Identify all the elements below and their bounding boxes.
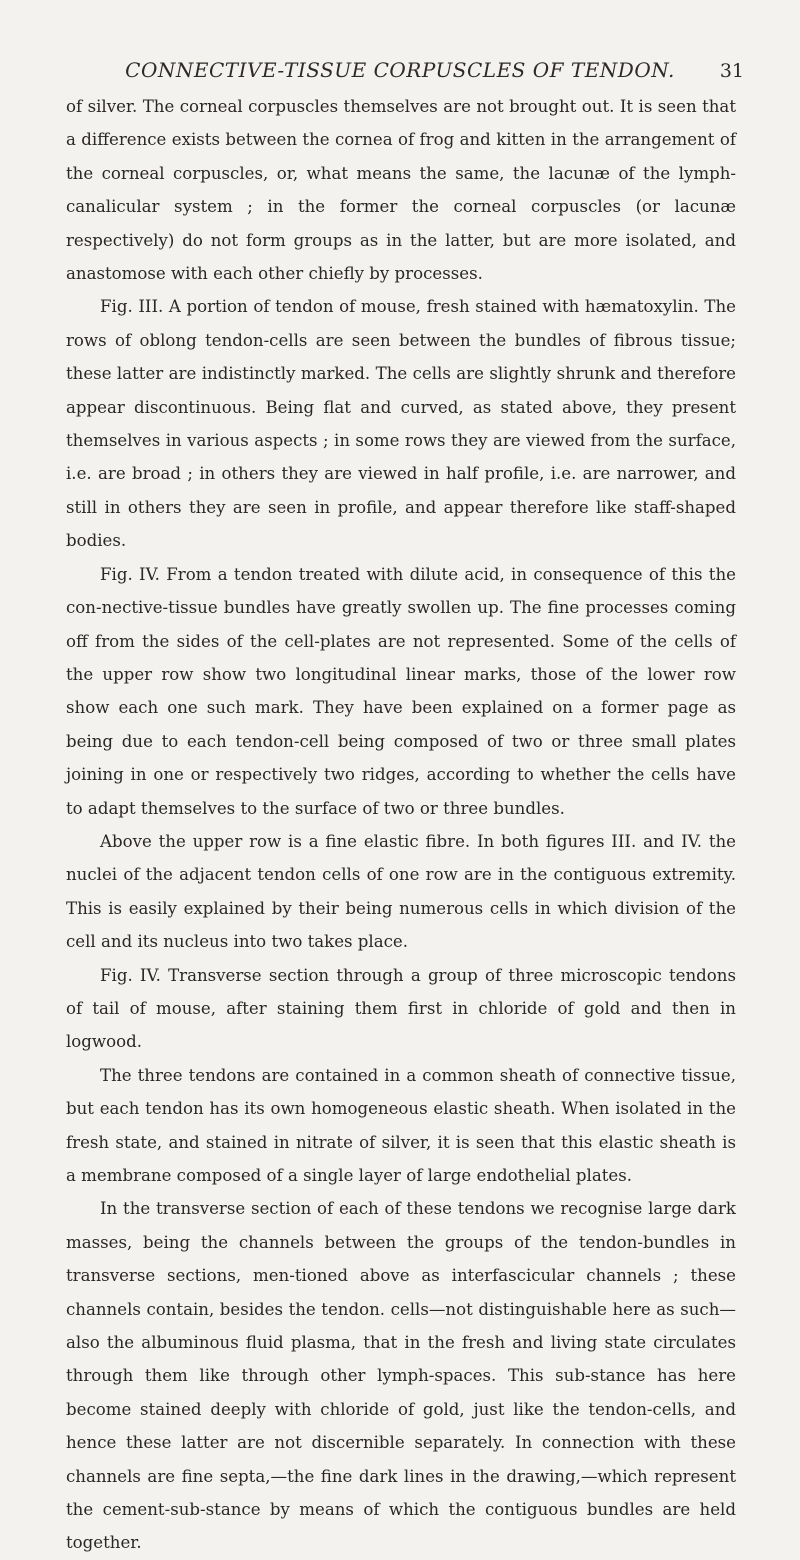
page-number: 31 xyxy=(719,60,744,82)
paragraph: of silver. The corneal corpuscles themselves are not brought out. It is seen that a difference exists between the cornea of frog and kitten in the arrangement of the corneal corpuscles, or, what means the same, the lacunæ of the lymph-canalicular system ; in the former the corneal corpuscles (or lacunæ respectively) do not form groups as in the latter, but are more isolated, and anastomose with each other chiefly by processes. xyxy=(66,97,736,284)
running-title: CONNECTIVE-TISSUE CORPUSCLES OF TENDON. xyxy=(125,58,675,82)
paragraph: Fig. IV. Transverse section through a group of three microscopic tendons of tail of mouse, after staining them first in chloride of gold and then in logwood. xyxy=(66,965,736,1052)
paragraph: Fig. IV. From a tendon treated with dilute acid, in consequence of this the con-nective-tissue bundles have greatly swollen up. The fine processes coming off from the sides of the cell-plates are not represented. Some of the cells of the upper row show two longitudinal linear marks, those of the lower row show each one such mark. They have been explained on a former page as being due to each tendon-cell being composed of two or three small plates joining in one or respectively two ridges, according to whether the cells have to adapt themselves to the surface of two or three bundles. xyxy=(66,564,736,818)
paragraph: Fig. III. A portion of tendon of mouse, fresh stained with hæmatoxylin. The rows of oblong tendon-cells are seen between the bundles of fibrous tissue; these latter are indistinctly marked. The cells are slightly shrunk and therefore appear discontinuous. Being flat and curved, as stated above, they present themselves in various aspects ; in some rows they are viewed from the surface, i.e. are broad ; in others they are viewed in half profile, i.e. are narrower, and still in others they are seen in profile, and appear therefore like staff-shaped bodies. xyxy=(66,297,736,551)
paragraph: In the transverse section of each of these tendons we recognise large dark masses, being the channels between the groups of the tendon-bundles in transverse sections, men-tioned above as interfascicular channels ; these channels contain, besides the tendon. cells—not distinguishable here as such—also the albuminous fluid plasma, that in the fresh and living state circulates through them like through other lymph-spaces. This sub-stance has here become stained deeply with chloride of gold, just like the tendon-cells, and hence these latter are not discernible separately. In connection with these channels are fine septa,—the fine dark lines in the drawing,—which represent the cement-sub-stance by means of which the contiguous bundles are held together. xyxy=(66,1199,736,1553)
body-text xyxy=(66,90,736,1560)
paragraph: Above the upper row is a fine elastic fibre. In both figures III. and IV. the nuclei of the adjacent tendon cells of one row are in the contiguous extremity. This is easily explained by their being numerous cells in which division of the cell and its nucleus into two takes place. xyxy=(66,831,736,952)
paragraph: The three tendons are contained in a common sheath of connective tissue, but each tendon has its own homogeneous elastic sheath. When isolated in the fresh state, and stained in nitrate of silver, it is seen that this elastic sheath is a membrane composed of a single layer of large endothelial plates. xyxy=(66,1065,736,1185)
